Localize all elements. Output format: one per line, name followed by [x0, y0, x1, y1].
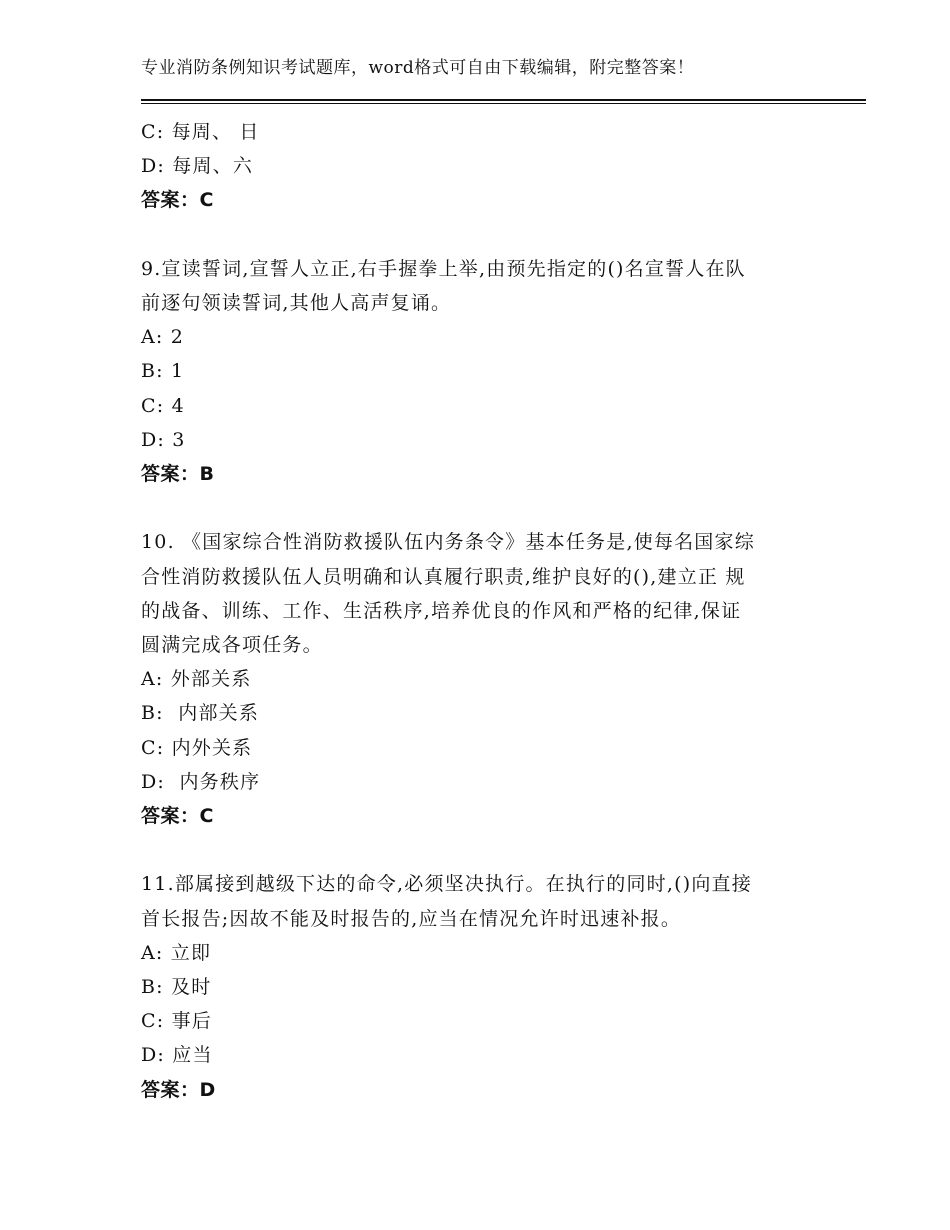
question-line: 圆满完成各项任务。: [141, 634, 323, 657]
option-b: B: 及时: [141, 976, 212, 999]
question-line: 前逐句领读誓词,其他人高声复诵。: [141, 292, 452, 314]
spacer: [141, 833, 811, 867]
option-b: B: 内部关系: [141, 702, 260, 725]
question-9: [141, 252, 811, 491]
option-d: D: 内务秩序: [141, 770, 261, 793]
question-line: 的战备、训练、工作、生活秩序,培养优良的作风和严格的纪律,保证: [141, 599, 742, 622]
option-a: A: 2: [141, 326, 185, 349]
spacer: [141, 491, 811, 525]
question-line: 首长报告;因故不能及时报告的,应当在情况允许时迅速补报。: [141, 907, 682, 930]
option-d: D: 3: [141, 428, 186, 451]
option-d: D: 每周、六: [141, 155, 254, 178]
question-text: [141, 252, 811, 320]
option-c: C: 4: [141, 394, 185, 417]
option-a: A: 立即: [141, 941, 212, 964]
question-line: 合性消防救援队伍人员明确和认真履行职责,维护良好的(),建立正 规: [141, 565, 746, 588]
answer-line: 答案：C: [141, 805, 214, 828]
header-rule-thick: [141, 99, 866, 101]
answer-line: 答案：B: [141, 463, 215, 486]
answer-line: 答案：D: [141, 1078, 216, 1101]
header-rule-thin: [141, 103, 866, 104]
option-a: A: 外部关系: [141, 668, 252, 691]
question-text: [141, 867, 811, 935]
question-line: 9.宣读誓词,宣誓人立正,右手握拳上举,由预先指定的()名宣誓人在队: [141, 257, 746, 280]
question-line: 11.部属接到越级下达的命令,必须坚决执行。在执行的同时,()向直接: [141, 873, 752, 896]
option-d: D: 应当: [141, 1044, 213, 1067]
questions-content: [141, 115, 811, 1107]
question-11: [141, 867, 811, 1106]
question-line: 10. 《国家综合性消防救援队伍内务条令》基本任务是,使每名国家综: [141, 531, 755, 554]
option-c: C: 每周、 日: [141, 121, 260, 143]
question-fragment: [141, 115, 811, 218]
question-10: [141, 525, 811, 833]
option-c: C: 事后: [141, 1010, 212, 1033]
page-header: 专业消防条例知识考试题库，word格式可自由下载编辑，附完整答案！: [141, 58, 695, 78]
answer-line: 答案：C: [141, 189, 214, 212]
option-c: C: 内外关系: [141, 736, 253, 759]
spacer: [141, 218, 811, 252]
question-text: [141, 525, 811, 662]
option-b: B: 1: [141, 360, 185, 383]
